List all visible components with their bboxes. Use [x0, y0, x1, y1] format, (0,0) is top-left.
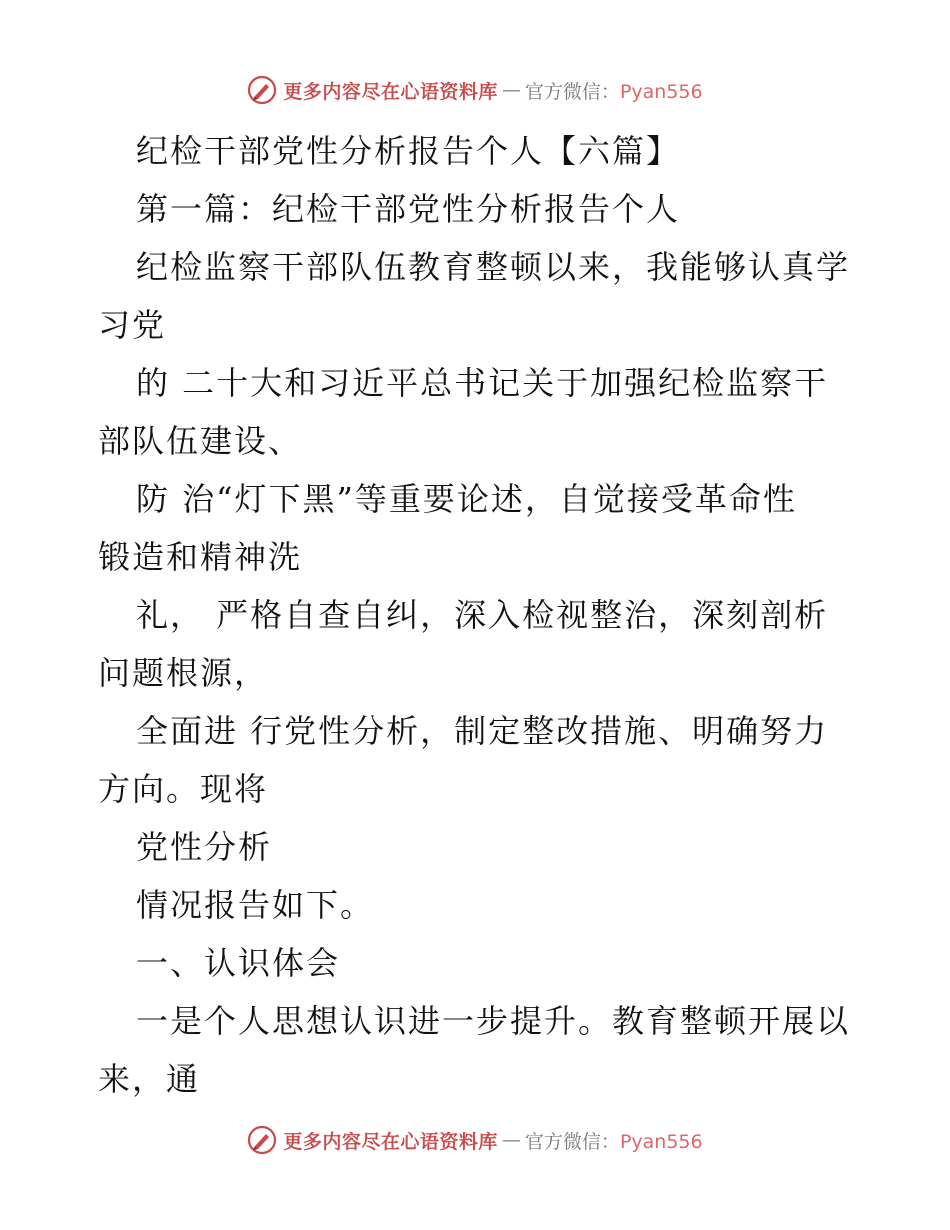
- header-slogan: 更多内容尽在心语资料库: [283, 80, 498, 103]
- footer-slogan: 更多内容尽在心语资料库: [283, 1130, 498, 1153]
- doc-line: 党性分析: [136, 828, 273, 866]
- doc-line: 问题根源，: [98, 654, 269, 692]
- doc-title: 纪检干部党性分析报告个人【六篇】: [136, 132, 681, 170]
- footer-wechat-label: 官方微信：: [524, 1130, 620, 1153]
- doc-line: 一是个人思想认识进一步提升。教育整顿开展以: [136, 1002, 851, 1040]
- pen-circle-logo-icon: [247, 75, 277, 105]
- doc-line: 的 二十大和习近平总书记关于加强纪检监察干: [136, 364, 829, 402]
- section-heading: 一、认识体会: [136, 944, 341, 982]
- doc-subtitle: 第一篇：纪检干部党性分析报告个人: [136, 190, 681, 228]
- footer-separator: —: [501, 1129, 521, 1151]
- header-wechat: [525, 77, 703, 104]
- header-wechat-id: Pyan556: [619, 80, 703, 103]
- doc-line: 部队伍建设、: [98, 422, 303, 460]
- footer-banner: [0, 1120, 950, 1160]
- doc-line: 习党: [98, 306, 167, 344]
- header-wechat-label: 官方微信：: [524, 80, 620, 103]
- document-body: [98, 122, 858, 1108]
- pen-circle-logo-icon: [247, 1125, 277, 1155]
- header-separator: —: [501, 79, 521, 101]
- doc-line: 锻造和精神洗: [98, 538, 303, 576]
- doc-line: 来，通: [98, 1060, 201, 1098]
- doc-line: 纪检监察干部队伍教育整顿以来，我能够认真学: [136, 248, 851, 286]
- doc-line: 防 治“灯下黑”等重要论述，自觉接受革命性: [136, 480, 797, 518]
- doc-line: 情况报告如下。: [136, 886, 375, 924]
- doc-line: 礼， 严格自查自纠，深入检视整治，深刻剖析: [136, 596, 829, 634]
- doc-line: 全面进 行党性分析，制定整改措施、明确努力: [136, 712, 829, 750]
- footer-wechat: [525, 1127, 703, 1154]
- header-banner: [0, 70, 950, 110]
- doc-line: 方向。现将: [98, 770, 269, 808]
- footer-wechat-id: Pyan556: [619, 1130, 703, 1153]
